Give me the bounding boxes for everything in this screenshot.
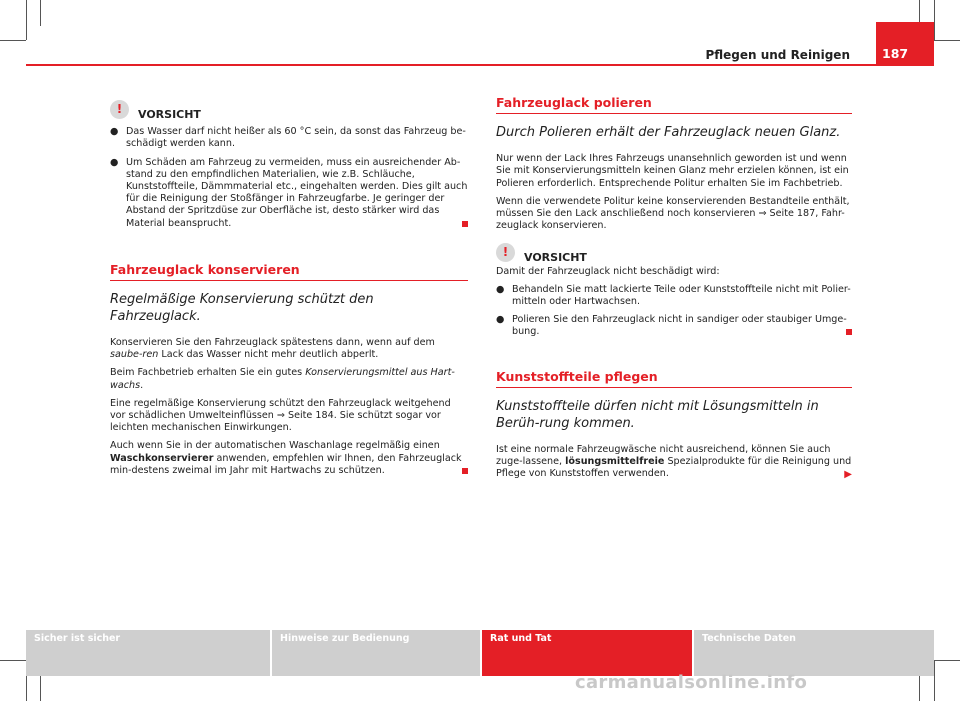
footer-tab-sicher[interactable]: Sicher ist sicher (26, 630, 270, 676)
crop-mark (0, 40, 26, 41)
crop-mark (934, 0, 935, 40)
list-item (496, 314, 852, 338)
list-item (110, 157, 468, 230)
page-title: Pflegen und Reinigen (705, 48, 850, 62)
footer-tab-hinweise[interactable]: Hinweise zur Bedienung (272, 630, 480, 676)
paragraph: Nur wenn der Lack Ihres Fahrzeugs unansehnlich geworden ist und wenn Sie mit Konservierungsmitteln keinen Glanz mehr erzielen können, ist ein Polieren erforderlich. Entsprechende Politur erhalten Sie im Fachbetrieb. (496, 153, 849, 189)
warning-title: VORSICHT (138, 108, 201, 121)
bullet-dot: ● (110, 156, 119, 168)
list-item (496, 284, 852, 308)
bullet-dot: ● (110, 126, 119, 138)
section-subtitle: Regelmäßige Konservierung schützt den Fahrzeuglack. (110, 292, 374, 325)
end-marker-icon (462, 221, 468, 227)
list-item (110, 126, 468, 150)
crop-mark (40, 0, 41, 26)
warning-title: VORSICHT (524, 251, 587, 265)
end-marker-icon (846, 329, 852, 335)
exclamation-icon: ! (496, 243, 515, 262)
crop-mark (934, 660, 935, 701)
footer-tab-rat[interactable]: Rat und Tat (482, 630, 692, 676)
paragraph: Ist eine normale Fahrzeugwäsche nicht ausreichend, können Sie auch zuge-lassene, lösungsmittelfreie Spezialprodukte für die Reinigung und Pflege von Kunststoffen verwenden. ▶ (496, 443, 852, 481)
paragraph: Eine regelmäßige Konservierung schützt den Fahrzeuglack weitgehend vor schädlichen Umwelteinflüssen ⇒ Seite 184. Sie schützt sogar vor leichten mechanischen Einwirkungen. (110, 397, 451, 434)
bullet-dot: ● (496, 283, 505, 295)
right-column (496, 97, 852, 486)
bullet-text: Um Schäden am Fahrzeug zu vermeiden, muss ein ausreichender Ab-stand zu den empfindlichen Materialien, wie z.B. Schläuche, Kunststoffteile, Dämmmaterial etc., eingehalten werden. Dies gilt auch für die Reinigung der Stoßfänger in Fahrzeugfarbe. Je geringer der Abstand der Spritzdüse zur Oberfläche ist, desto stärker wird das Material beansprucht. (126, 156, 468, 229)
crop-mark (919, 675, 920, 701)
continue-arrow-icon: ▶ (844, 469, 852, 481)
paragraph: Wenn die verwendete Politur keine konservierenden Bestandteile enthält, müssen Sie den Lack anschließend noch konservieren ⇒ Seite 187, Fahr-zeuglack konservieren. (496, 195, 850, 232)
paragraph: Auch wenn Sie in der automatischen Waschanlage regelmäßig einen Waschkonservierer anwenden, empfehlen wir Ihnen, den Fahrzeuglack min-destens zweimal im Jahr mit Hartwachs zu schützen. (110, 440, 468, 477)
section-heading: Fahrzeuglack polieren (496, 97, 852, 114)
page-number: 187 (876, 22, 934, 66)
footer-tab-technische[interactable]: Technische Daten (694, 630, 934, 676)
crop-mark (934, 660, 960, 661)
bullet-text: Das Wasser darf nicht heißer als 60 °C sein, da sonst das Fahrzeug be-schädigt werden kann. (126, 126, 466, 150)
crop-mark (0, 660, 26, 661)
section-heading: Kunststoffteile pflegen (496, 371, 852, 388)
warning-header (110, 103, 468, 121)
section-subtitle: Kunststoffteile dürfen nicht mit Lösungsmitteln in Berüh-rung kommen. (496, 398, 819, 431)
bullet-text: Behandeln Sie matt lackierte Teile oder Kunststoffteile nicht mit Polier-mitteln oder Hartwachsen. (512, 283, 851, 308)
crop-mark (40, 675, 41, 701)
bullet-text: Polieren Sie den Fahrzeuglack nicht in sandiger oder staubiger Umge-bung. (512, 314, 852, 338)
watermark: carmanualsonline.info (575, 672, 808, 693)
section-subtitle: Durch Polieren erhält der Fahrzeuglack neuen Glanz. (496, 125, 841, 141)
paragraph: Beim Fachbetrieb erhalten Sie ein gutes Konservierungsmittel aus Hart-wachs. (110, 367, 455, 391)
section-heading: Fahrzeuglack konservieren (110, 264, 468, 281)
crop-mark (26, 0, 27, 40)
paragraph: Konservieren Sie den Fahrzeuglack spätestens dann, wenn auf dem saube-ren Lack das Wasser nicht mehr deutlich abperlt. (110, 337, 435, 361)
bullet-dot: ● (496, 314, 505, 326)
end-marker-icon (462, 468, 468, 474)
exclamation-icon: ! (110, 100, 129, 119)
header-rule (26, 64, 934, 66)
warning-header (496, 246, 852, 264)
warning-intro: Damit der Fahrzeuglack nicht beschädigt wird: (496, 265, 720, 277)
left-column (110, 103, 468, 483)
crop-mark (934, 40, 960, 41)
